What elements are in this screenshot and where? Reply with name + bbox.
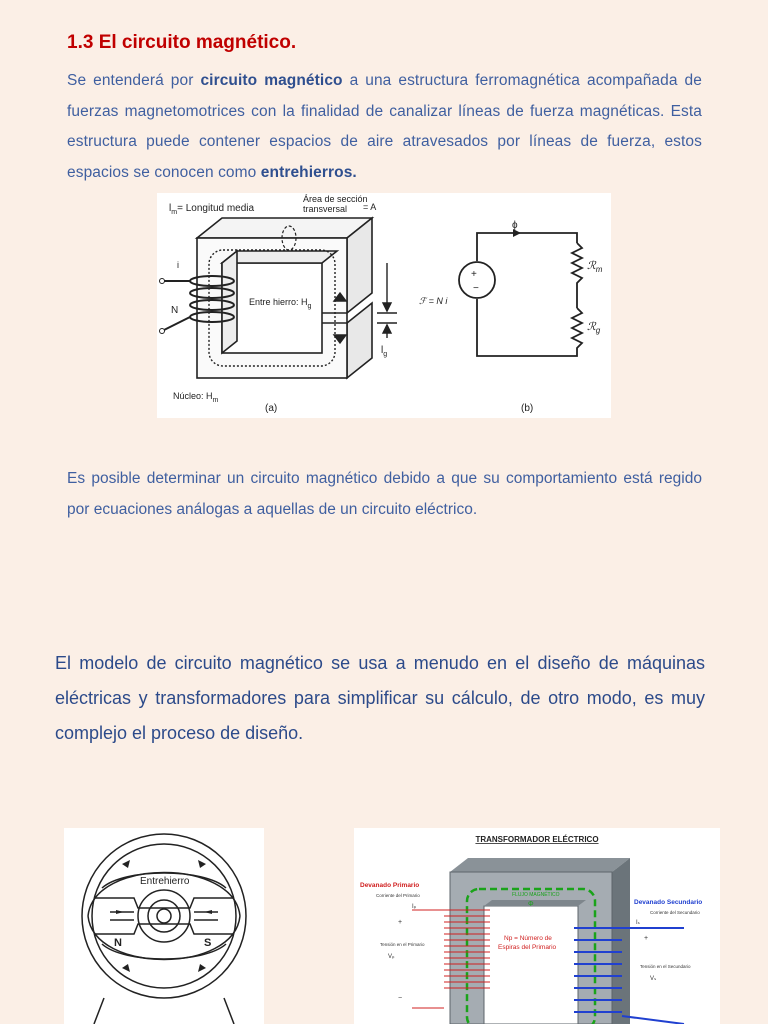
label-south: S [204, 937, 212, 949]
label-lg: $l_g$ [381, 345, 388, 358]
intro-text-2: a una estructura ferromagnética acompañada de fuerzas magnetomotrices con la finalidad de canalizar líneas de fuerza magnéticas. Esta estructura puede contener espacios de aire atravesados por líneas de fuerza, estos espacios se conocen como [67, 72, 702, 181]
label-north: N [114, 937, 122, 949]
caption-a: (a) [265, 403, 278, 414]
label-area-2: transversal [303, 204, 348, 214]
label-ip: Iₚ [412, 904, 417, 910]
label-secondary: Devanado Secundario [634, 899, 703, 906]
label-flux-symbol: Φ [528, 901, 534, 908]
magnetic-circuit-diagram [157, 193, 611, 418]
analogy-paragraph: Es posible determinar un circuito magnético debido a que su comportamiento está regido por ecuaciones análogas a aquellas de un circuito eléctrico. [67, 470, 702, 518]
label-rm: ℛ$_m$ [587, 260, 603, 274]
label-primary: Devanado Primario [360, 882, 420, 889]
label-area-eq: = A [363, 202, 377, 212]
svg-text:+: + [644, 935, 649, 942]
svg-text:+: + [471, 269, 477, 280]
label-current-primary: Corriente del Primario [376, 893, 420, 898]
label-n: N [171, 305, 179, 316]
transformer-diagram [354, 828, 720, 1024]
label-voltage-secondary: Tensión en el Secundario [640, 964, 691, 969]
magnetic-circuit-figure [157, 193, 611, 418]
svg-text:−: − [398, 995, 403, 1002]
svg-text:−: − [473, 283, 479, 294]
label-current-secondary: Corriente del Secundario [650, 910, 700, 915]
motor-diagram [64, 828, 264, 1024]
motor-figure [64, 828, 264, 1024]
label-voltage-primary: Tensión en el Primario [380, 942, 425, 947]
label-rg: ℛ$_g$ [587, 321, 601, 335]
intro-text-1: Se entenderá por [67, 72, 201, 89]
caption-b: (b) [521, 403, 534, 414]
label-core: Núcleo: $H_m$ [173, 391, 219, 404]
label-vs: Vₛ [650, 976, 657, 982]
term-circuito-magnetico: circuito magnético [200, 72, 343, 89]
label-is: Iₛ [636, 920, 640, 926]
label-area: Área de sección [303, 194, 368, 204]
section-heading: 1.3 El circuito magnético. [67, 32, 297, 53]
label-i: i [177, 260, 179, 270]
model-paragraph: El modelo de circuito magnético se usa a menudo en el diseño de máquinas eléctricas y transformadores para simplificar su cálculo, de otro modo, es muy complejo el proceso de diseño. [55, 653, 705, 743]
label-gap: Entre hierro: $H_g$ [249, 297, 312, 310]
svg-text:+: + [398, 919, 403, 926]
transformer-title: TRANSFORMADOR ELÉCTRICO [475, 835, 599, 844]
label-mean-length: $l_m=$ Longitud media [169, 203, 255, 216]
intro-paragraph [67, 66, 702, 188]
label-flux: FLUJO MAGNÉTICO [512, 892, 560, 898]
label-np-2: Espiras del Primario [498, 944, 557, 951]
label-phi: ϕ [512, 220, 518, 231]
label-np-1: Np = Número de [504, 935, 552, 942]
transformer-figure [354, 828, 720, 1024]
label-vp: Vₚ [388, 954, 395, 960]
term-entrehierros: entrehierros. [260, 163, 357, 181]
label-source: ℱ = N i [419, 296, 448, 306]
label-entrehierro: Entrehierro [140, 876, 190, 887]
